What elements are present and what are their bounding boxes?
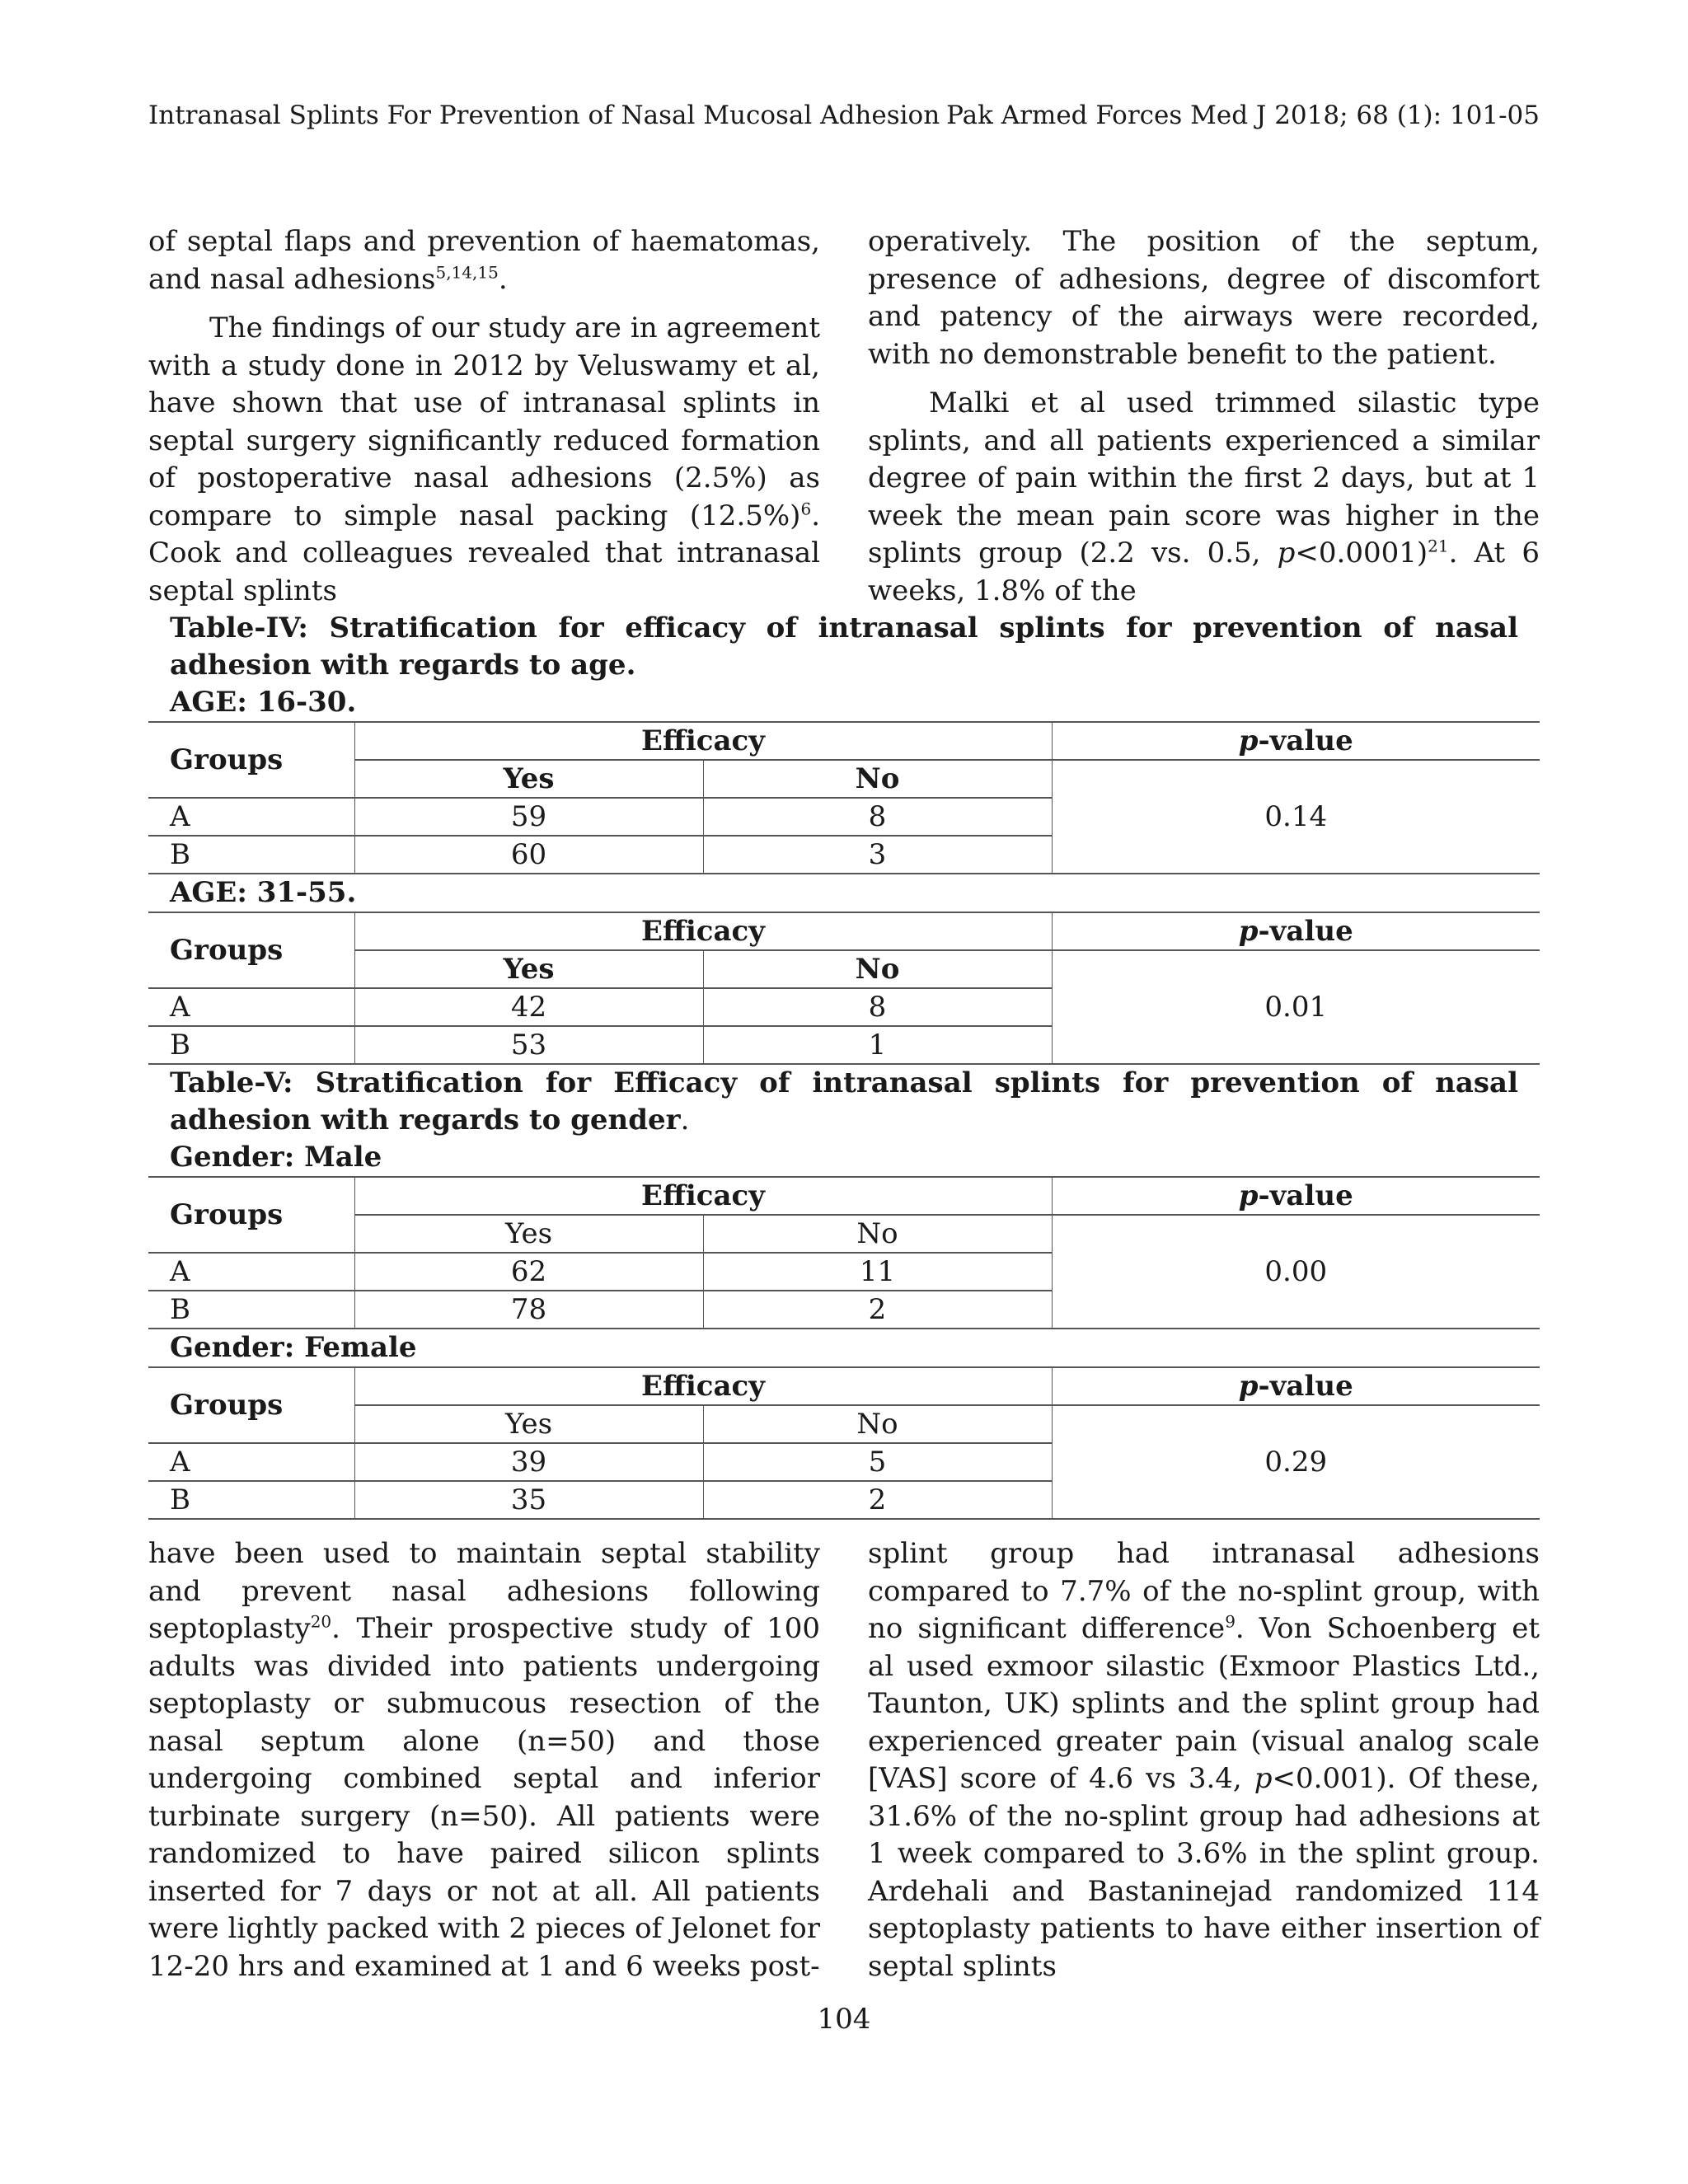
no-cell: 5 xyxy=(703,1443,1052,1481)
no-cell: 8 xyxy=(703,988,1052,1026)
p-value-header: p-value xyxy=(1052,1177,1540,1215)
no-header: No xyxy=(703,1215,1052,1253)
bottom-left-column xyxy=(148,1535,820,1983)
running-header xyxy=(148,99,1540,132)
groups-header: Groups xyxy=(148,1367,354,1443)
efficacy-header: Efficacy xyxy=(354,722,1052,760)
top-left-column xyxy=(148,223,820,607)
table-subheader-row xyxy=(148,1215,1540,1253)
no-cell: 11 xyxy=(703,1253,1052,1291)
groups-header: Groups xyxy=(148,722,354,798)
header-journal-citation: Pak Armed Forces Med J 2018; 68 (1): 101-05 xyxy=(946,101,1540,130)
yes-header: Yes xyxy=(354,950,703,988)
header-article-title: Intranasal Splints For Prevention of Nasal Mucosal Adhesion xyxy=(148,101,940,130)
yes-header: Yes xyxy=(354,760,703,798)
page-number: 104 xyxy=(817,2003,871,2036)
no-header: No xyxy=(703,950,1052,988)
no-header: No xyxy=(703,1405,1052,1443)
p-value-header: p-value xyxy=(1052,1367,1540,1405)
no-header: No xyxy=(703,760,1052,798)
table-subheader-row xyxy=(148,1405,1540,1443)
yes-header: Yes xyxy=(354,1215,703,1253)
group-cell: B xyxy=(148,1291,354,1329)
no-cell: 1 xyxy=(703,1026,1052,1064)
tables-block xyxy=(148,610,1540,1520)
yes-header: Yes xyxy=(354,1405,703,1443)
p-value-cell: 0.00 xyxy=(1052,1215,1540,1329)
group-cell: B xyxy=(148,1026,354,1064)
table4-caption: Table-IV: Stratification for efficacy of intranasal splints for prevention of nasal adhesion with regards to age. xyxy=(170,612,1518,682)
table-section-title: AGE: 16-30. xyxy=(170,686,357,719)
efficacy-header: Efficacy xyxy=(354,912,1052,950)
group-cell: B xyxy=(148,1481,354,1519)
yes-cell: 78 xyxy=(354,1291,703,1329)
paragraph: have been used to maintain septal stability and prevent nasal adhesions following septoplasty$^{20}$. Their prospective study of 100 adults was divided into patients undergoing septoplasty or submucous resection of the nasal septum alone (n=50) and those undergoing combined septal and inferior turbinate surgery (n=50). All patients were randomized to have paired silicon splints inserted for 7 days or not at all. All patients were lightly packed with 2 pieces of Jelonet for 12-20 hrs and examined at 1 and 6 weeks post- xyxy=(148,1537,820,1983)
table-section-title: Gender: Male xyxy=(170,1141,382,1174)
p-value-cell: 0.01 xyxy=(1052,950,1540,1064)
efficacy-header: Efficacy xyxy=(354,1367,1052,1405)
no-cell: 3 xyxy=(703,836,1052,874)
yes-cell: 60 xyxy=(354,836,703,874)
yes-cell: 53 xyxy=(354,1026,703,1064)
yes-cell: 59 xyxy=(354,798,703,836)
yes-cell: 42 xyxy=(354,988,703,1026)
yes-cell: 39 xyxy=(354,1443,703,1481)
top-right-column xyxy=(868,223,1540,607)
data-table xyxy=(148,721,1540,874)
paragraph: of septal flaps and prevention of haematomas, and nasal adhesions$^{5,14,15}$. xyxy=(148,225,820,296)
p-value-header: p-value xyxy=(1052,722,1540,760)
efficacy-header: Efficacy xyxy=(354,1177,1052,1215)
table-section-title: AGE: 31-55. xyxy=(170,876,357,909)
table-header-row xyxy=(148,1177,1540,1215)
data-table xyxy=(148,1176,1540,1329)
paragraph: Malki et al used trimmed silastic type splints, and all patients experienced a similar degree of pain within the first 2 days, but at 1 week the mean pain score was higher in the splints group (2.2 vs. 0.5, p<0.0001)$^{21}$. At 6 weeks, 1.8% of the xyxy=(868,387,1540,607)
no-cell: 2 xyxy=(703,1291,1052,1329)
group-cell: A xyxy=(148,798,354,836)
table5-caption: Table-V: Stratification for Efficacy of intranasal splints for prevention of nasal adhesion with regards to gender. xyxy=(170,1066,1518,1137)
data-table xyxy=(148,912,1540,1065)
groups-header: Groups xyxy=(148,1177,354,1253)
p-value-cell: 0.29 xyxy=(1052,1405,1540,1519)
group-cell: A xyxy=(148,1443,354,1481)
p-value-cell: 0.14 xyxy=(1052,760,1540,874)
table-header-row xyxy=(148,722,1540,760)
table-header-row xyxy=(148,1367,1540,1405)
p-value-header: p-value xyxy=(1052,912,1540,950)
table-header-row xyxy=(148,912,1540,950)
table-subheader-row xyxy=(148,760,1540,798)
paragraph: operatively. The position of the septum, presence of adhesions, degree of discomfort and patency of the airways were recorded, with no demonstrable benefit to the patient. xyxy=(868,225,1540,371)
group-cell: A xyxy=(148,1253,354,1291)
table-section-title: Gender: Female xyxy=(170,1331,417,1364)
data-table xyxy=(148,1366,1540,1520)
yes-cell: 62 xyxy=(354,1253,703,1291)
group-cell: A xyxy=(148,988,354,1026)
bottom-right-column xyxy=(868,1535,1540,1983)
no-cell: 8 xyxy=(703,798,1052,836)
groups-header: Groups xyxy=(148,912,354,988)
yes-cell: 35 xyxy=(354,1481,703,1519)
paragraph: splint group had intranasal adhesions compared to 7.7% of the no-splint group, with no significant difference$^9$. Von Schoenberg et al used exmoor silastic (Exmoor Plastics Ltd., Taunton, UK) splints and the splint group had experienced greater pain (visual analog scale [VAS] score of 4.6 vs 3.4, p<0.001). Of these, 31.6% of the no-splint group had adhesions at 1 week compared to 3.6% in the splint group. Ardehali and Bastaninejad randomized 114 septoplasty patients to have either insertion of septal splints xyxy=(868,1537,1540,1983)
paragraph: The findings of our study are in agreement with a study done in 2012 by Veluswamy et al, have shown that use of intranasal splints in septal surgery significantly reduced formation of postoperative nasal adhesions (2.5%) as compare to simple nasal packing $(12.5\%)^6$. Cook and colleagues revealed that intranasal septal splints xyxy=(148,312,820,607)
group-cell: B xyxy=(148,836,354,874)
no-cell: 2 xyxy=(703,1481,1052,1519)
table-subheader-row xyxy=(148,950,1540,988)
